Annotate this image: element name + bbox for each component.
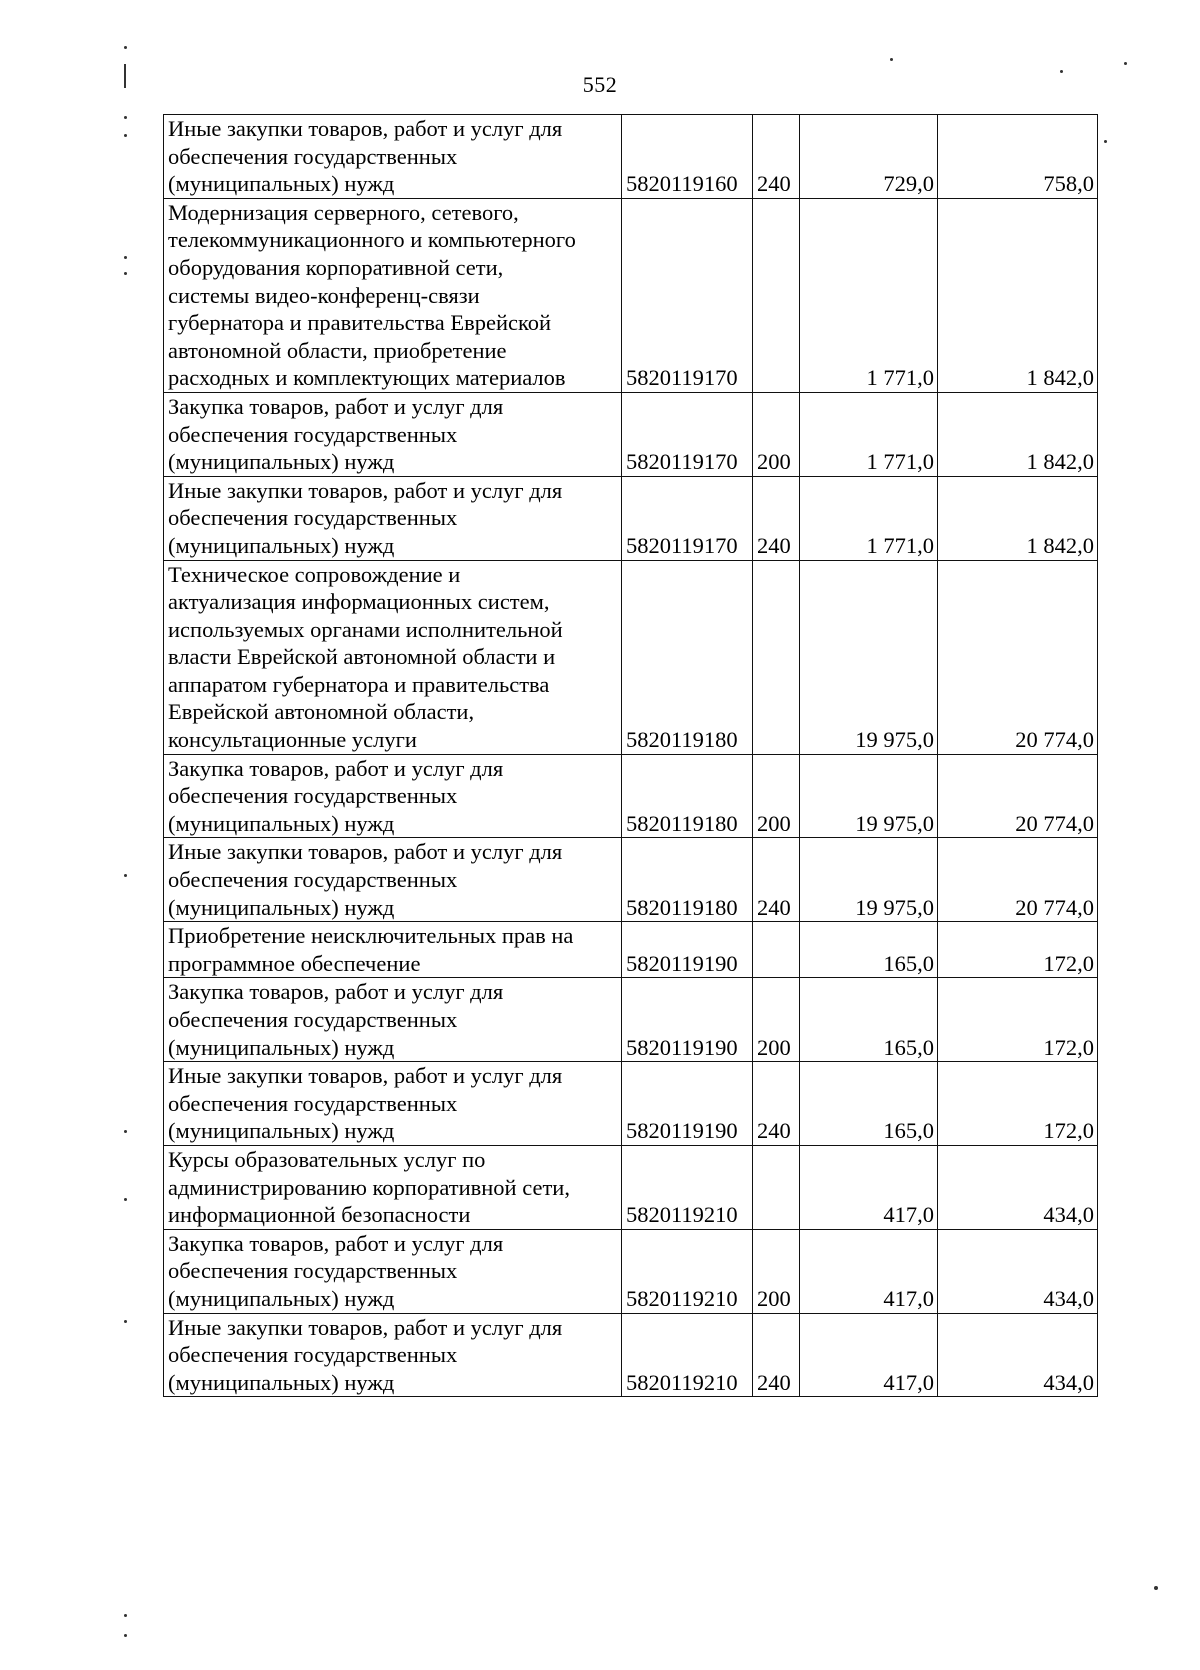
row-value-1-cell: 417,0 (800, 1229, 938, 1313)
row-value-1-cell: 1 771,0 (800, 198, 938, 392)
table-row (164, 978, 1098, 1062)
row-value-2-cell: 172,0 (938, 922, 1098, 978)
row-code-cell: 5820119160 (622, 115, 753, 199)
row-code-cell: 5820119180 (622, 560, 753, 754)
row-name-cell: Закупка товаров, работ и услуг для обеспечения государственных (муниципальных) нужд (164, 1229, 622, 1313)
scan-speck (124, 116, 127, 119)
row-code-cell: 5820119210 (622, 1145, 753, 1229)
row-type-cell: 200 (753, 392, 800, 476)
scan-speck (1104, 140, 1107, 143)
budget-table-body (164, 115, 1098, 1397)
table-row (164, 476, 1098, 560)
table-row (164, 392, 1098, 476)
row-name-cell: Закупка товаров, работ и услуг для обеспечения государственных (муниципальных) нужд (164, 754, 622, 838)
table-row (164, 115, 1098, 199)
row-type-cell (753, 1145, 800, 1229)
row-value-1-cell: 1 771,0 (800, 476, 938, 560)
table-row (164, 838, 1098, 922)
row-code-cell: 5820119190 (622, 922, 753, 978)
scan-speck (124, 272, 127, 275)
table-row (164, 560, 1098, 754)
scan-speck (124, 1614, 127, 1617)
row-type-cell: 240 (753, 838, 800, 922)
row-type-cell: 200 (753, 754, 800, 838)
row-value-1-cell: 19 975,0 (800, 754, 938, 838)
scan-speck (124, 1320, 127, 1323)
row-name-cell: Техническое сопровождение и актуализация информационных систем, используемых органами исполнительной власти Еврейской автономной области и аппаратом губернатора и правительства Еврейской автономной области, консультационные услуги (164, 560, 622, 754)
row-code-cell: 5820119210 (622, 1229, 753, 1313)
scan-speck (124, 256, 127, 259)
row-name-cell: Закупка товаров, работ и услуг для обеспечения государственных (муниципальных) нужд (164, 978, 622, 1062)
row-value-1-cell: 417,0 (800, 1313, 938, 1397)
row-type-cell: 240 (753, 476, 800, 560)
table-row (164, 1145, 1098, 1229)
row-type-cell: 240 (753, 1313, 800, 1397)
row-value-2-cell: 758,0 (938, 115, 1098, 199)
scan-speck (1124, 62, 1127, 65)
table-row (164, 1229, 1098, 1313)
row-type-cell (753, 198, 800, 392)
row-name-cell: Иные закупки товаров, работ и услуг для обеспечения государственных (муниципальных) нужд (164, 1062, 622, 1146)
scan-speck (124, 64, 126, 88)
row-name-cell: Приобретение неисключительных прав на программное обеспечение (164, 922, 622, 978)
row-value-2-cell: 434,0 (938, 1313, 1098, 1397)
scan-speck (124, 874, 127, 877)
row-code-cell: 5820119190 (622, 978, 753, 1062)
scan-speck (124, 1198, 127, 1201)
row-name-cell: Курсы образовательных услуг по администрированию корпоративной сети, информационной безопасности (164, 1145, 622, 1229)
row-value-2-cell: 172,0 (938, 978, 1098, 1062)
row-value-1-cell: 417,0 (800, 1145, 938, 1229)
row-value-2-cell: 434,0 (938, 1229, 1098, 1313)
row-name-cell: Иные закупки товаров, работ и услуг для обеспечения государственных (муниципальных) нужд (164, 115, 622, 199)
row-value-2-cell: 20 774,0 (938, 754, 1098, 838)
row-type-cell: 200 (753, 978, 800, 1062)
row-code-cell: 5820119180 (622, 838, 753, 922)
scan-speck (124, 46, 127, 49)
scan-speck (890, 58, 893, 61)
row-code-cell: 5820119190 (622, 1062, 753, 1146)
scan-speck (124, 1130, 127, 1133)
row-code-cell: 5820119170 (622, 198, 753, 392)
row-value-1-cell: 165,0 (800, 922, 938, 978)
row-value-1-cell: 165,0 (800, 978, 938, 1062)
row-type-cell: 200 (753, 1229, 800, 1313)
table-row (164, 198, 1098, 392)
row-type-cell: 240 (753, 1062, 800, 1146)
row-value-2-cell: 1 842,0 (938, 476, 1098, 560)
row-code-cell: 5820119170 (622, 392, 753, 476)
row-type-cell: 240 (753, 115, 800, 199)
row-value-1-cell: 729,0 (800, 115, 938, 199)
row-value-1-cell: 19 975,0 (800, 560, 938, 754)
row-name-cell: Иные закупки товаров, работ и услуг для обеспечения государственных (муниципальных) нужд (164, 476, 622, 560)
scan-speck (1154, 1586, 1158, 1590)
table-row (164, 1313, 1098, 1397)
row-type-cell (753, 560, 800, 754)
row-type-cell (753, 922, 800, 978)
row-value-1-cell: 19 975,0 (800, 838, 938, 922)
row-value-2-cell: 20 774,0 (938, 560, 1098, 754)
row-code-cell: 5820119180 (622, 754, 753, 838)
row-value-2-cell: 20 774,0 (938, 838, 1098, 922)
row-value-2-cell: 1 842,0 (938, 198, 1098, 392)
row-name-cell: Модернизация серверного, сетевого, телекоммуникационного и компьютерного оборудования корпоративной сети, системы видео-конференц-связи губернатора и правительства Еврейской автономной области, приобретение расходных и комплектующих материалов (164, 198, 622, 392)
scan-speck (124, 134, 127, 137)
table-row (164, 1062, 1098, 1146)
table-row (164, 754, 1098, 838)
row-value-1-cell: 1 771,0 (800, 392, 938, 476)
scan-speck (1060, 70, 1063, 73)
row-value-2-cell: 1 842,0 (938, 392, 1098, 476)
table-row (164, 922, 1098, 978)
row-name-cell: Иные закупки товаров, работ и услуг для обеспечения государственных (муниципальных) нужд (164, 838, 622, 922)
row-code-cell: 5820119210 (622, 1313, 753, 1397)
row-value-2-cell: 172,0 (938, 1062, 1098, 1146)
row-name-cell: Иные закупки товаров, работ и услуг для обеспечения государственных (муниципальных) нужд (164, 1313, 622, 1397)
page-number: 552 (582, 72, 618, 97)
row-name-cell: Закупка товаров, работ и услуг для обеспечения государственных (муниципальных) нужд (164, 392, 622, 476)
row-value-1-cell: 165,0 (800, 1062, 938, 1146)
row-code-cell: 5820119170 (622, 476, 753, 560)
row-value-2-cell: 434,0 (938, 1145, 1098, 1229)
scan-speck (124, 1634, 127, 1637)
budget-table (163, 114, 1098, 1397)
